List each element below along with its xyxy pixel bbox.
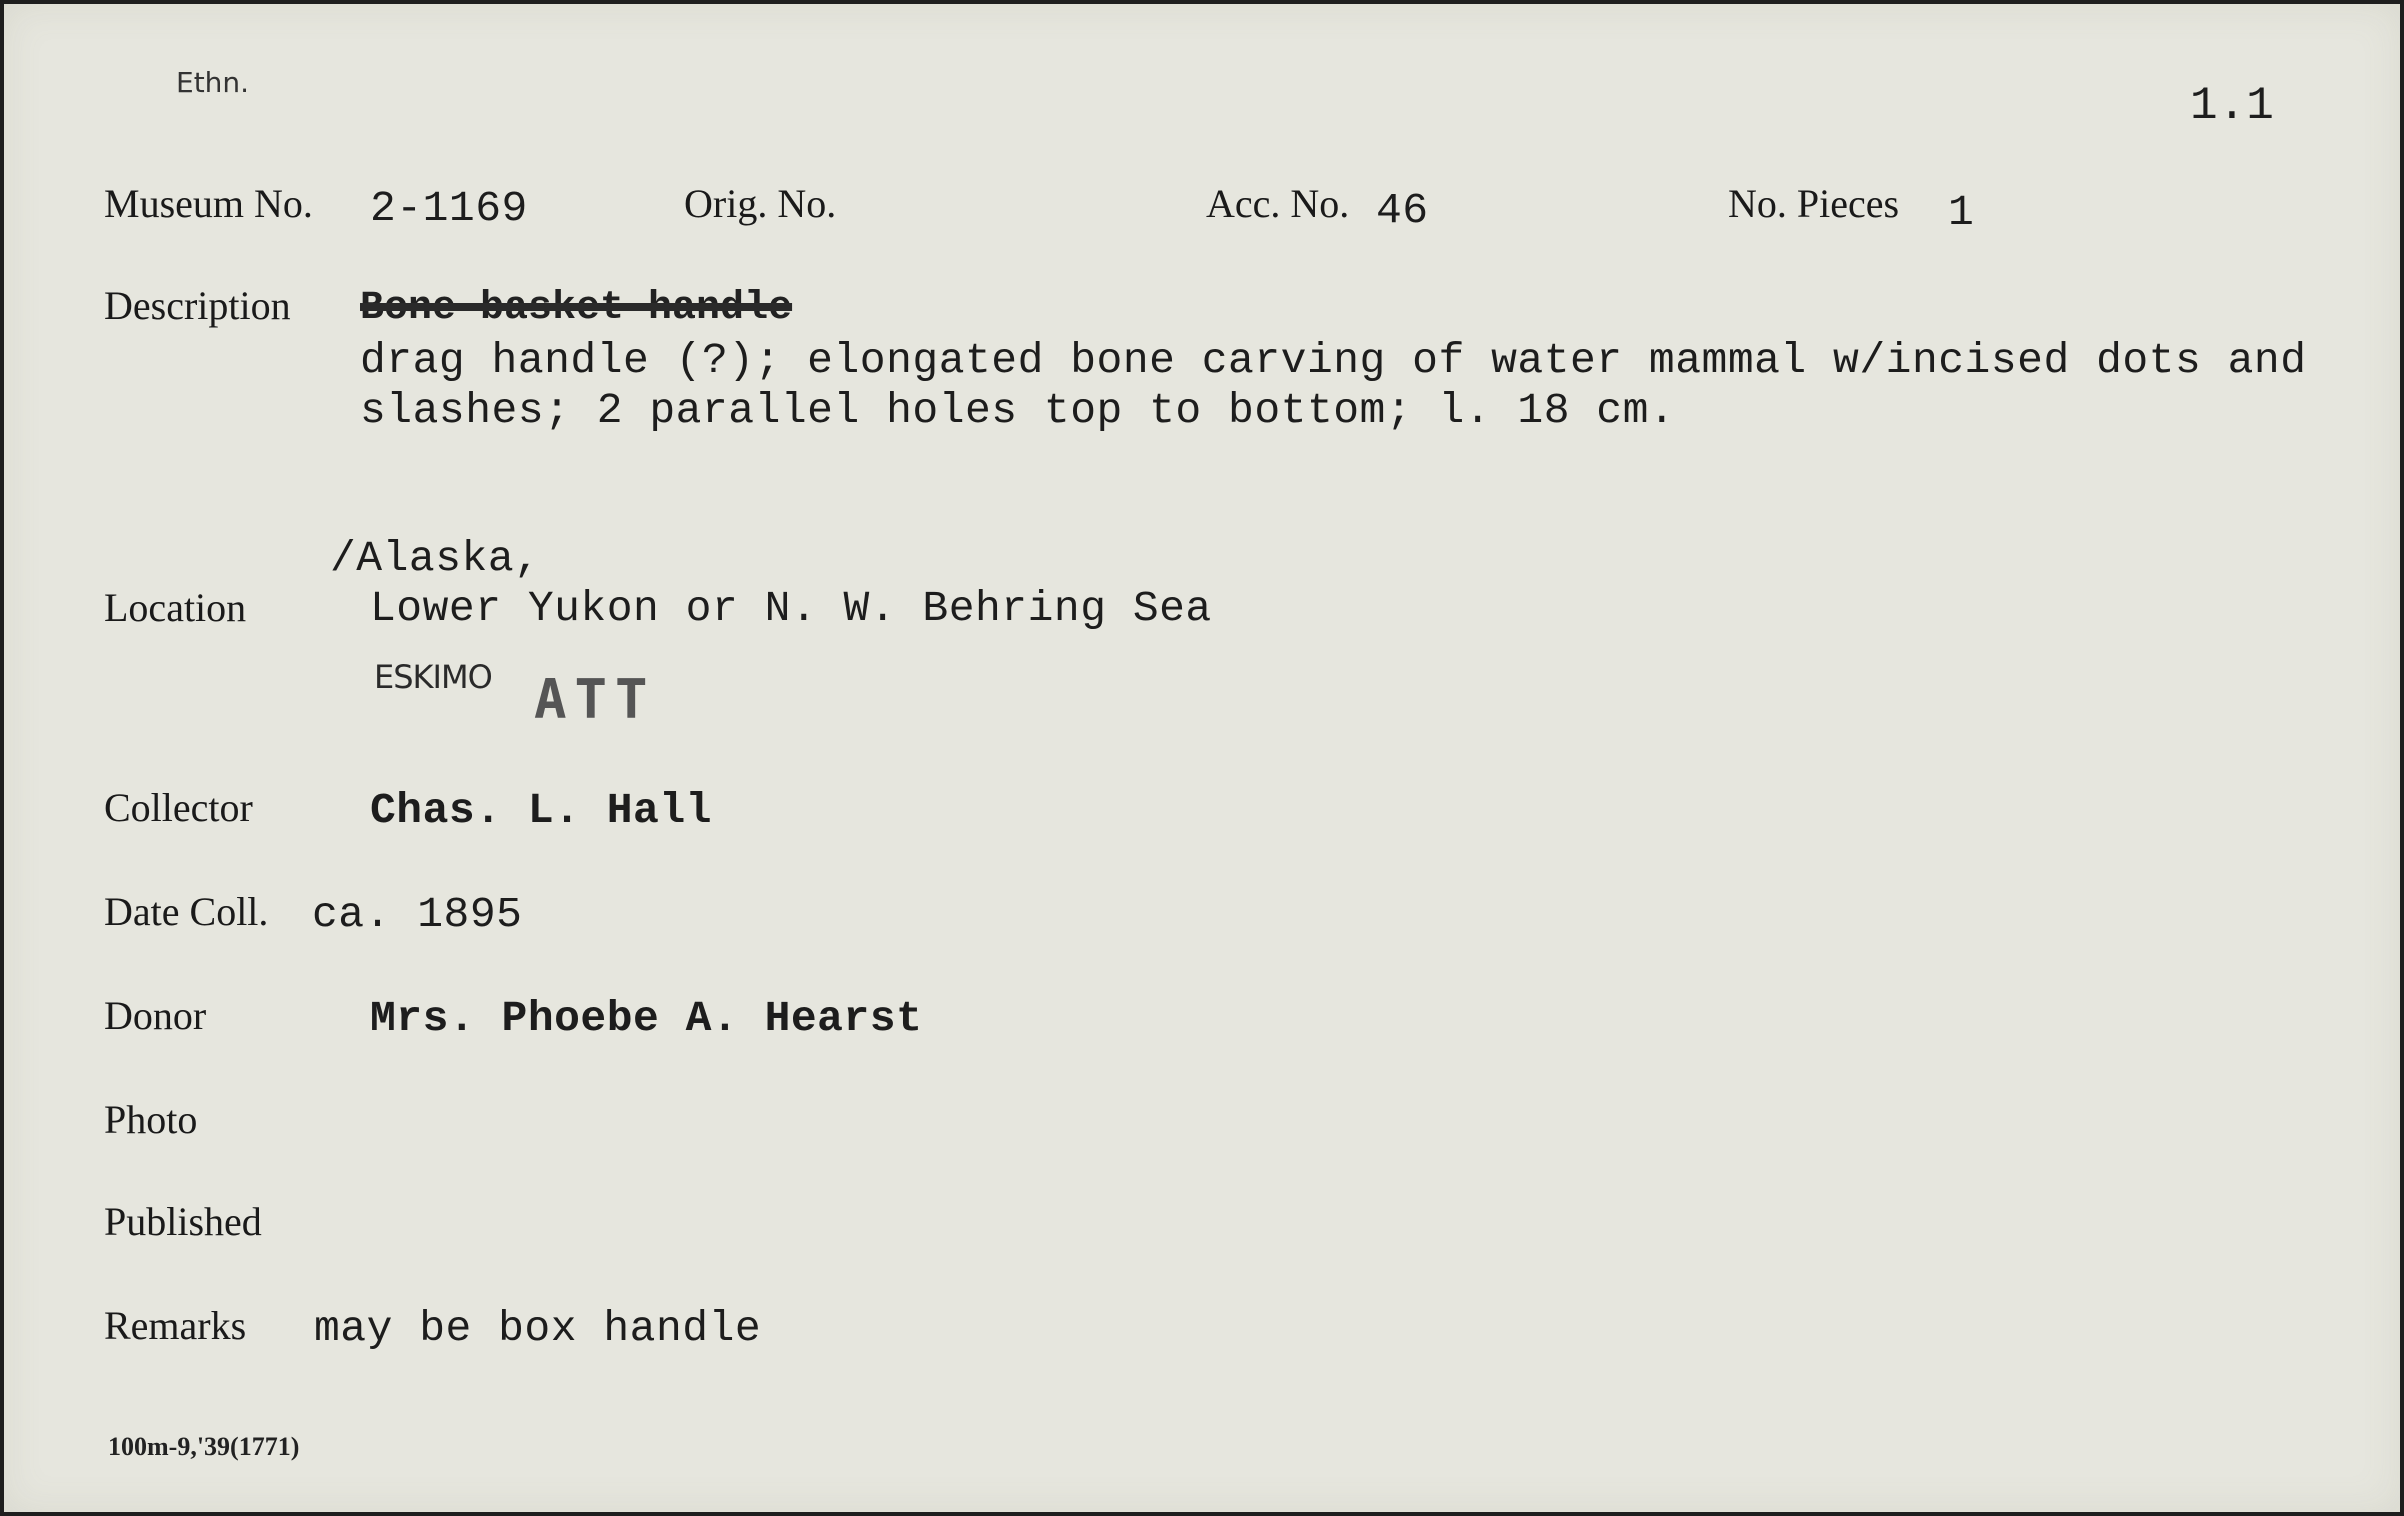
collector-label: Collector [104, 785, 253, 830]
pieces-label: No. Pieces [1728, 181, 1900, 226]
description-line-2: slashes; 2 parallel holes top to bottom; l. 18 cm. [360, 386, 1676, 435]
location-label: Location [104, 585, 247, 630]
location-line-1: /Alaska, [330, 534, 541, 583]
remarks-value: may be box handle [314, 1304, 762, 1353]
description-label: Description [104, 283, 291, 328]
date-coll-value: ca. 1895 [312, 890, 523, 939]
acc-no-label: Acc. No. [1206, 181, 1350, 226]
department-stamp: Ethn. [176, 66, 250, 99]
remarks-label: Remarks [104, 1303, 247, 1348]
donor-value: Mrs. Phoebe A. Hearst [370, 994, 923, 1043]
description-struck-text: Bone basket handle [360, 286, 793, 331]
collector-value: Chas. L. Hall [370, 786, 712, 835]
published-label: Published [104, 1199, 262, 1244]
catalog-card [4, 4, 2400, 1512]
donor-label: Donor [104, 993, 207, 1038]
pieces-value: 1 [1948, 188, 1975, 237]
museum-no-value: 2-1169 [370, 184, 528, 233]
orig-no-label: Orig. No. [684, 181, 837, 226]
card-number: 1.1 [2190, 80, 2275, 132]
photo-label: Photo [104, 1097, 198, 1142]
culture-code-stamp: ATT [534, 668, 656, 731]
date-coll-label: Date Coll. [104, 889, 269, 934]
acc-no-value: 46 [1376, 186, 1429, 235]
description-line-1: drag handle (?); elongated bone carving of water mammal w/incised dots and [360, 336, 2307, 385]
museum-no-label: Museum No. [104, 181, 313, 226]
culture-stamp: ESKIMO [374, 658, 492, 696]
print-code: 100m-9,'39(1771) [108, 1432, 300, 1461]
location-line-2: Lower Yukon or N. W. Behring Sea [370, 584, 1212, 633]
